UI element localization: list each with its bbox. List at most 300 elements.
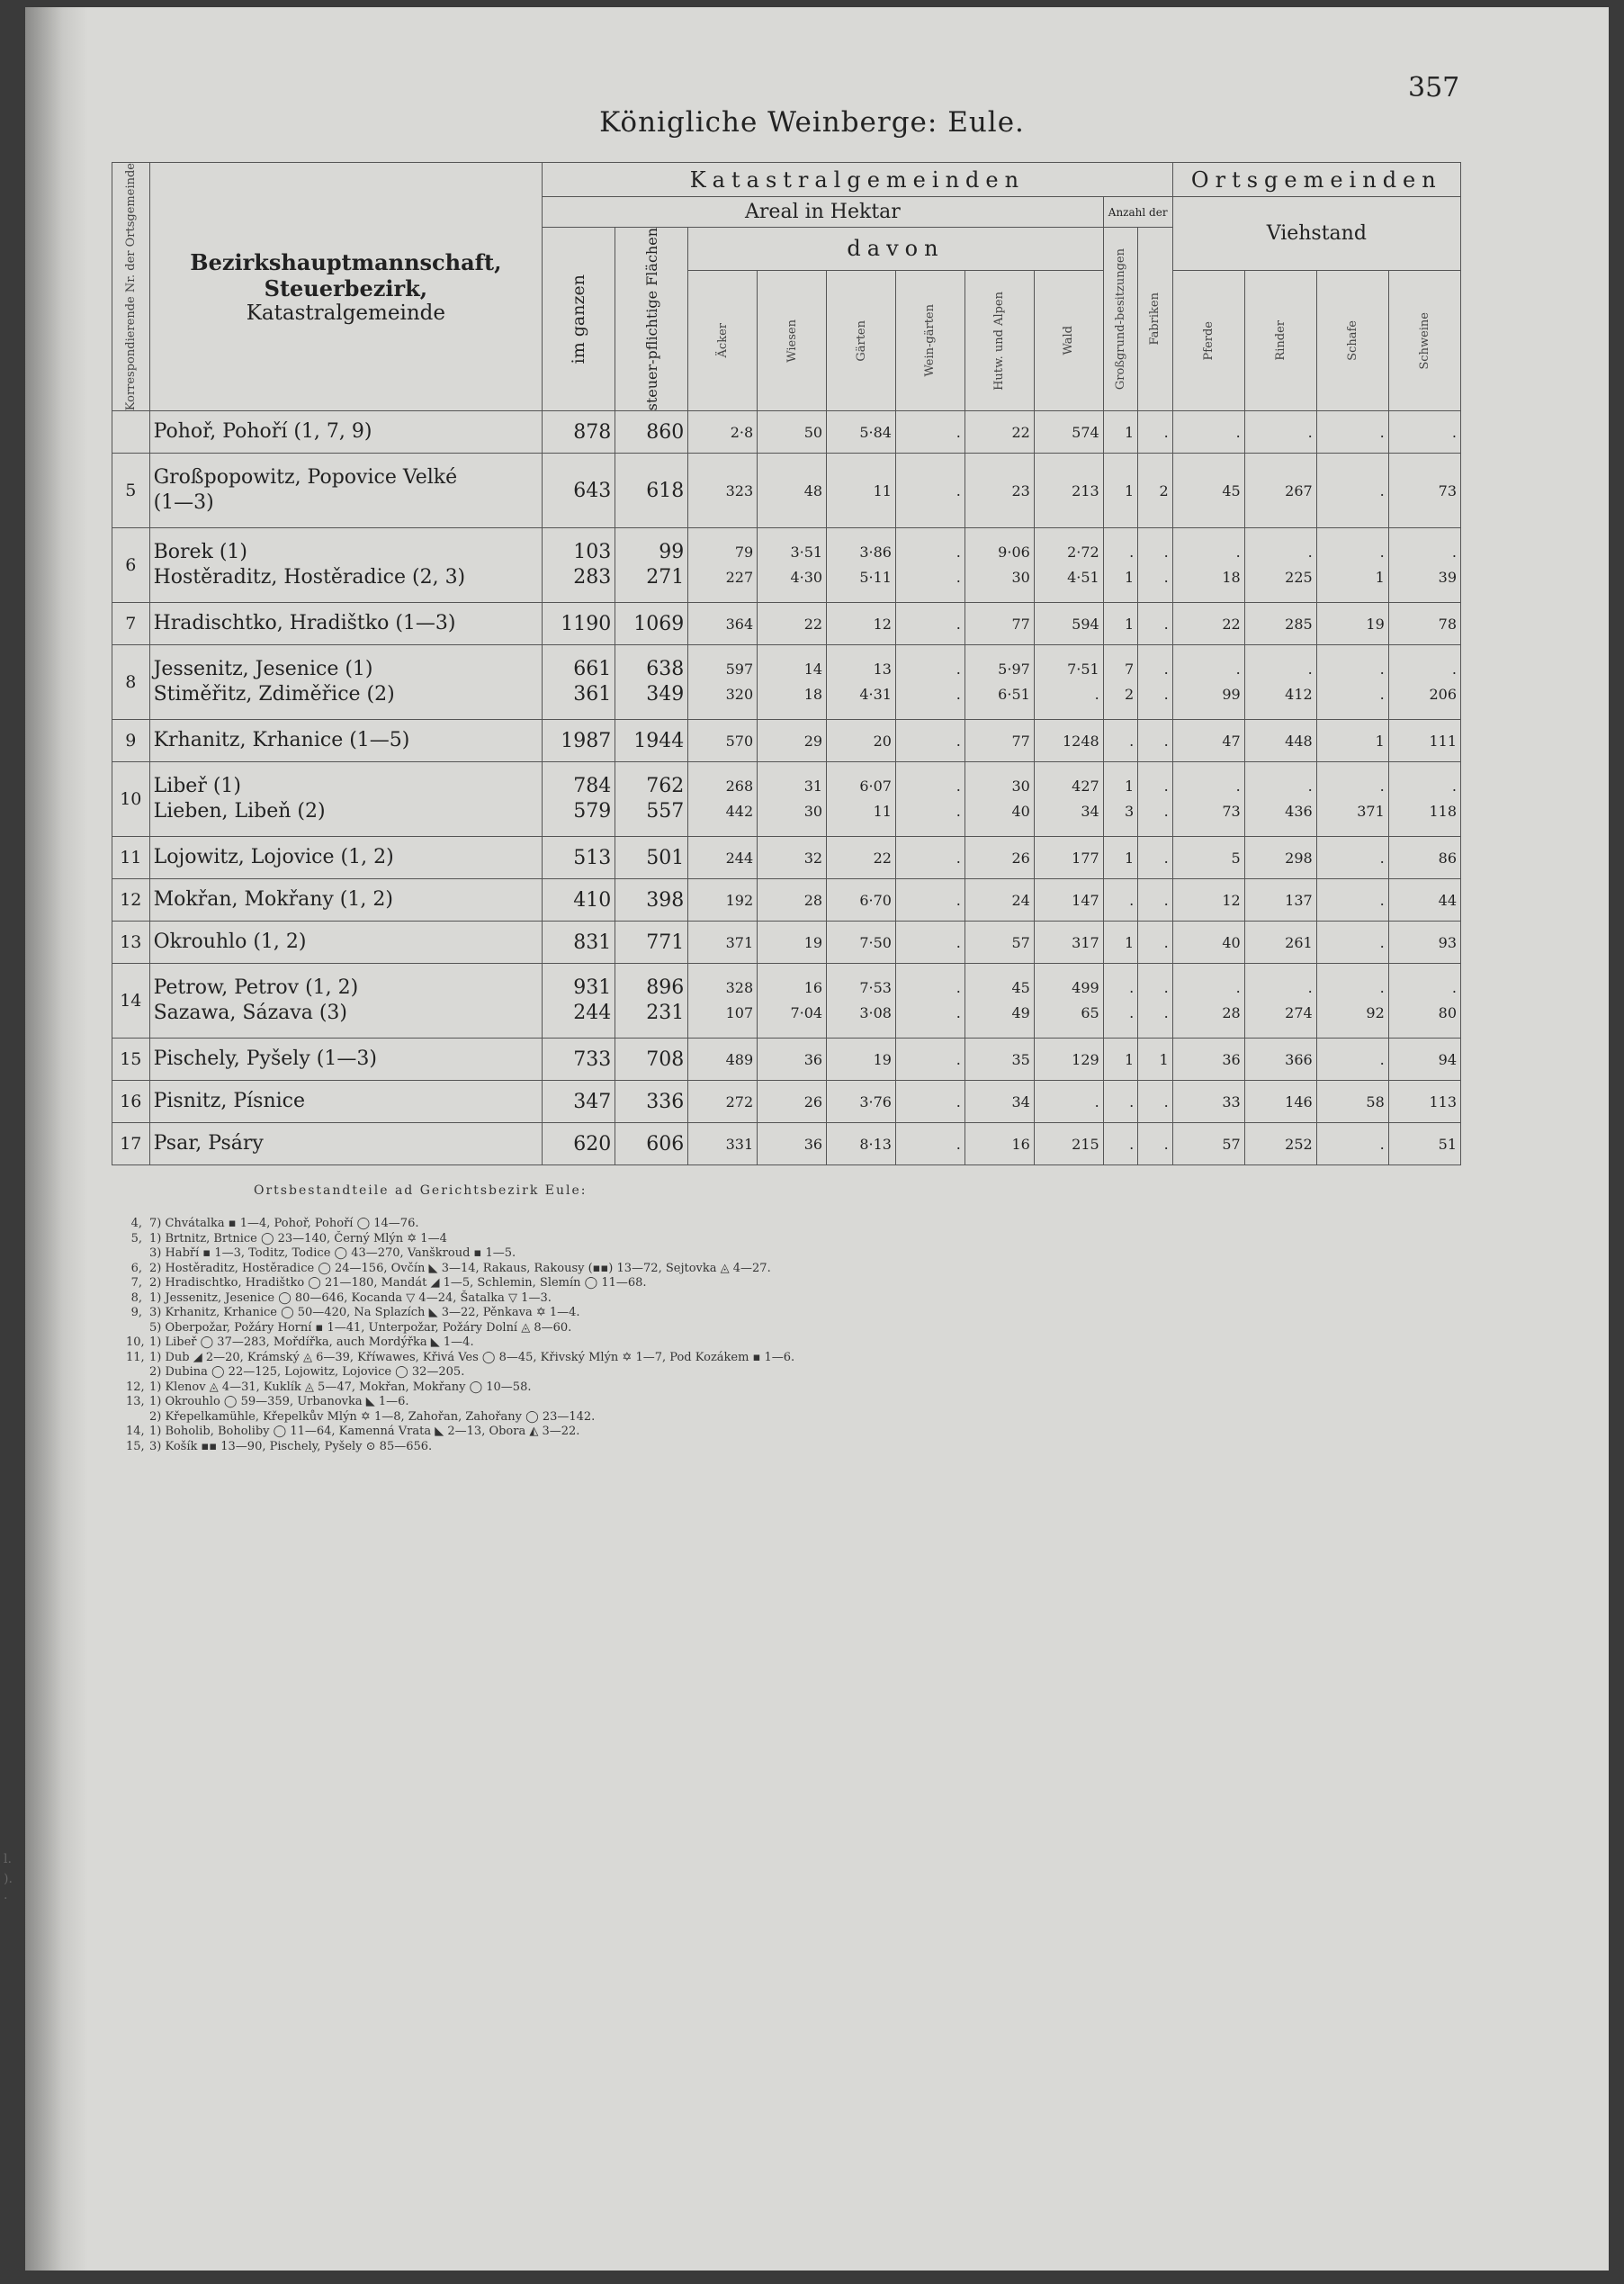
footnote-text: 1) Jessenitz, Jesenice ◯ 80—646, Kocanda ▽ 4—24, Šatalka ▽ 1—3.: [149, 1290, 552, 1305]
cell-value: .: [1451, 661, 1457, 679]
cell-gr: .: [1103, 720, 1137, 762]
cell-value: .: [956, 979, 961, 997]
cell-value: 227: [725, 569, 754, 587]
cell-value: 579: [573, 800, 612, 823]
cell-value: 31: [803, 778, 823, 796]
footnote-number: 5,: [130, 1231, 142, 1245]
footnote-text: 1) Dub ◢ 2—20, Krámský ◬ 6—39, Kříwawes, Křivá Ves ◯ 8—45, Křivský Mlýn ✡ 1—7, Pod Kozákem ▪ 1—6.: [149, 1350, 795, 1364]
footnote-text: 1) Libeř ◯ 37—283, Mořdířka, auch Mordýřka ◣ 1—4.: [149, 1335, 474, 1349]
cell-value: .: [1163, 569, 1169, 587]
row-number: 13: [112, 922, 150, 964]
cell-value: .: [1129, 1004, 1135, 1022]
cell-ae: 570: [688, 720, 758, 762]
cell-pf: 45: [1172, 454, 1244, 528]
col-schafe: Schafe: [1316, 270, 1388, 410]
cell-ri: 252: [1244, 1123, 1316, 1165]
cell-gr: 1: [1103, 922, 1137, 964]
cell-value: .: [1235, 979, 1241, 997]
cell-st: 606: [615, 1123, 688, 1165]
cell-sc: .: [1316, 411, 1388, 454]
cell-ig: [543, 964, 615, 1039]
footnote-text: 3) Krhanitz, Krhanice ◯ 50—420, Na Splazích ◣ 3—22, Pěnkava ✡ 1—4.: [149, 1306, 580, 1319]
cell-value: .: [956, 686, 961, 704]
cell-value: .: [1163, 979, 1169, 997]
cell-gr: [1103, 645, 1137, 720]
cell-st: 336: [615, 1081, 688, 1123]
row-number: 14: [112, 964, 150, 1039]
cell-ig: 733: [543, 1039, 615, 1081]
cell-value: 16: [803, 979, 823, 997]
table-row: [112, 603, 1461, 645]
cell-sc: [1316, 964, 1388, 1039]
cell-gr: [1103, 762, 1137, 837]
cell-sc: .: [1316, 879, 1388, 922]
cell-pf: 47: [1172, 720, 1244, 762]
cell-value: .: [1163, 686, 1169, 704]
footnote-number: 12,: [126, 1380, 145, 1394]
cell-value: 638: [646, 658, 685, 681]
cell-hu: 34: [965, 1081, 1034, 1123]
cell-pf: [1172, 762, 1244, 837]
cell-pf: 57: [1172, 1123, 1244, 1165]
gemeinde-name-line: Pohoř, Pohoří (1, 7, 9): [153, 420, 372, 444]
cell-ri: 267: [1244, 454, 1316, 528]
gemeinde-name: [149, 762, 543, 837]
cell-value: .: [1451, 778, 1457, 796]
cell-value: 30: [1011, 778, 1030, 796]
cell-ga: 7·50: [827, 922, 896, 964]
gemeinde-name-line: Krhanitz, Krhanice (1—5): [153, 729, 410, 752]
footnote-line: [126, 1232, 794, 1247]
cell-we: .: [895, 454, 965, 528]
cell-sc: .: [1316, 837, 1388, 879]
col-aecker: Äcker: [688, 270, 758, 410]
row-number: 16: [112, 1081, 150, 1123]
cell-hu: 35: [965, 1039, 1034, 1081]
cell-wi: 48: [758, 454, 827, 528]
cell-value: 231: [646, 1002, 685, 1025]
row-number: 5: [112, 454, 150, 528]
cell-sw: 94: [1388, 1039, 1460, 1081]
cell-value: 18: [803, 686, 823, 704]
cell-value: 99: [1222, 686, 1241, 704]
footnote-number: 4,: [130, 1217, 142, 1230]
table-row: [112, 762, 1461, 837]
cell-wi: 32: [758, 837, 827, 879]
table-row: [112, 964, 1461, 1039]
cell-value: 79: [734, 544, 754, 562]
cell-value: 80: [1438, 1004, 1457, 1022]
cell-sc: .: [1316, 454, 1388, 528]
cell-st: [615, 528, 688, 603]
cell-value: 499: [1072, 979, 1099, 997]
cell-hu: 22: [965, 411, 1034, 454]
footnote-text: 2) Křepelkamühle, Křepelkův Mlýn ✡ 1—8, Zahořan, Zahořany ◯ 23—142.: [149, 1409, 596, 1424]
cell-value: 427: [1072, 778, 1099, 796]
cell-fa: 2: [1138, 454, 1173, 528]
gemeinde-name-line: Okrouhlo (1, 2): [153, 931, 307, 954]
gemeinde-name: [149, 837, 543, 879]
cell-hu: 77: [965, 603, 1034, 645]
cell-wa: [1034, 762, 1103, 837]
cell-we: .: [895, 1123, 965, 1165]
cell-pf: 33: [1172, 1081, 1244, 1123]
cell-value: 5·11: [859, 569, 892, 587]
cell-value: .: [1379, 778, 1385, 796]
footnote-line: [126, 1217, 794, 1232]
cell-value: .: [1129, 979, 1135, 997]
footnote-number: 10,: [126, 1335, 145, 1349]
cell-wa: 129: [1034, 1039, 1103, 1081]
cell-fa: .: [1138, 1081, 1173, 1123]
footnote-number: 11,: [126, 1350, 145, 1364]
gemeinde-name-line: Mokřan, Mokřany (1, 2): [153, 888, 393, 912]
cell-ga: [827, 964, 896, 1039]
cell-value: .: [1379, 544, 1385, 562]
footnote-line: [126, 1321, 794, 1336]
cell-wa: 574: [1034, 411, 1103, 454]
cell-value: 34: [1081, 803, 1099, 821]
footnote-text: 1) Boholib, Boholiby ◯ 11—64, Kamenná Vrata ◣ 2—13, Obora ◭ 3—22.: [149, 1425, 580, 1438]
cell-value: .: [1129, 544, 1135, 562]
cell-value: 784: [573, 775, 612, 798]
cell-fa: .: [1138, 603, 1173, 645]
cell-st: [615, 645, 688, 720]
cell-value: .: [1235, 661, 1241, 679]
cell-hu: 24: [965, 879, 1034, 922]
cell-hu: 23: [965, 454, 1034, 528]
cell-sw: 86: [1388, 837, 1460, 879]
cell-gr: 1: [1103, 603, 1137, 645]
cell-wi: [758, 528, 827, 603]
cell-ri: 448: [1244, 720, 1316, 762]
cell-value: .: [956, 1004, 961, 1022]
cell-we: .: [895, 603, 965, 645]
cell-pf: [1172, 528, 1244, 603]
cell-fa: [1138, 528, 1173, 603]
cell-value: 14: [803, 661, 823, 679]
cell-gr: .: [1103, 1081, 1137, 1123]
cell-value: 18: [1222, 569, 1241, 587]
cell-value: 39: [1438, 569, 1457, 587]
cell-sw: [1388, 762, 1460, 837]
cell-value: 7: [1124, 661, 1135, 679]
gemeinde-name: [149, 720, 543, 762]
cell-value: .: [1163, 778, 1169, 796]
cell-value: .: [1163, 803, 1169, 821]
cell-value: .: [1307, 979, 1313, 997]
footnote-line: [126, 1351, 794, 1366]
cell-ae: [688, 528, 758, 603]
cell-value: .: [956, 778, 961, 796]
cell-value: 3: [1124, 803, 1135, 821]
cell-we: .: [895, 720, 965, 762]
cell-value: 361: [573, 683, 612, 706]
cell-value: 107: [725, 1004, 754, 1022]
row-number: 17: [112, 1123, 150, 1165]
footnote-line: [126, 1380, 794, 1396]
cell-value: 4·31: [859, 686, 892, 704]
footnote-line: [126, 1395, 794, 1410]
cell-value: 244: [573, 1002, 612, 1025]
cell-ig: [543, 528, 615, 603]
gemeinde-name-line: Pischely, Pyšely (1—3): [153, 1048, 377, 1071]
cell-sw: 44: [1388, 879, 1460, 922]
footnote-line: [126, 1291, 794, 1307]
cell-fa: .: [1138, 720, 1173, 762]
table-row: [112, 645, 1461, 720]
footnote-number: 13,: [126, 1395, 145, 1408]
cell-ga: 6·70: [827, 879, 896, 922]
cell-pf: 36: [1172, 1039, 1244, 1081]
cell-value: 274: [1285, 1004, 1313, 1022]
cell-wi: 36: [758, 1123, 827, 1165]
cell-sw: 51: [1388, 1123, 1460, 1165]
cell-gr: [1103, 528, 1137, 603]
katastral-header: Katastralgemeinden: [543, 163, 1173, 197]
cell-value: .: [956, 661, 961, 679]
footnote-number: 9,: [130, 1306, 142, 1319]
cell-value: 320: [725, 686, 754, 704]
cell-we: .: [895, 879, 965, 922]
cell-value: 661: [573, 658, 612, 681]
gemeinde-name-line: Großpopowitz, Popovice Velké: [153, 466, 458, 490]
page-spine-shadow: [25, 7, 88, 2271]
statistics-table: [112, 162, 1461, 1165]
davon-header: davon: [688, 228, 1103, 271]
cell-ae: [688, 762, 758, 837]
cell-we: .: [895, 1081, 965, 1123]
areal-header: Areal in Hektar: [543, 197, 1104, 228]
gemeinde-name-line: Pisnitz, Písnice: [153, 1090, 306, 1113]
cell-value: 7·53: [859, 979, 892, 997]
cell-we: .: [895, 922, 965, 964]
cell-we: .: [895, 1039, 965, 1081]
cell-hu: [965, 762, 1034, 837]
cell-value: 349: [646, 683, 685, 706]
cell-st: 501: [615, 837, 688, 879]
cell-ae: 2·8: [688, 411, 758, 454]
cell-value: 371: [1357, 803, 1385, 821]
footnote-line: [126, 1306, 794, 1321]
cell-st: [615, 762, 688, 837]
cell-value: 6·51: [998, 686, 1030, 704]
row-number: 8: [112, 645, 150, 720]
cell-we: .: [895, 837, 965, 879]
row-number: 15: [112, 1039, 150, 1081]
cell-fa: [1138, 645, 1173, 720]
cell-value: 283: [573, 566, 612, 589]
gemeinde-name: [149, 1081, 543, 1123]
cell-value: 225: [1285, 569, 1313, 587]
cell-ae: 371: [688, 922, 758, 964]
cell-st: 708: [615, 1039, 688, 1081]
cell-ri: 146: [1244, 1081, 1316, 1123]
footnote-line: [126, 1262, 794, 1277]
cell-ig: 620: [543, 1123, 615, 1165]
cell-wa: 317: [1034, 922, 1103, 964]
cell-value: 99: [659, 541, 685, 564]
cell-value: 4·30: [790, 569, 823, 587]
gemeinde-name: [149, 411, 543, 454]
cell-value: 28: [1222, 1004, 1241, 1022]
cell-wi: [758, 645, 827, 720]
cell-pf: [1172, 645, 1244, 720]
cell-ga: 3·76: [827, 1081, 896, 1123]
cell-sc: 58: [1316, 1081, 1388, 1123]
col-rinder: Rinder: [1244, 270, 1316, 410]
cell-fa: .: [1138, 411, 1173, 454]
cell-wa: 1248: [1034, 720, 1103, 762]
cell-ri: [1244, 528, 1316, 603]
cell-ig: 513: [543, 837, 615, 879]
cell-wa: [1034, 645, 1103, 720]
cell-ri: 298: [1244, 837, 1316, 879]
gemeinde-name-line: Hostěraditz, Hostěradice (2, 3): [153, 566, 466, 589]
gemeinde-name-line: Psar, Psáry: [153, 1132, 264, 1155]
col-gross: Großgrund-besitzungen: [1103, 228, 1137, 411]
cell-value: .: [1451, 544, 1457, 562]
cell-ri: [1244, 964, 1316, 1039]
cell-value: 1: [1375, 569, 1385, 587]
cell-gr: [1103, 964, 1137, 1039]
gemeinde-name: [149, 964, 543, 1039]
cell-gr: .: [1103, 1123, 1137, 1165]
gemeinde-name-line: Petrow, Petrov (1, 2): [153, 976, 359, 1000]
cell-wi: [758, 964, 827, 1039]
cell-pf: 5: [1172, 837, 1244, 879]
cell-ig: 410: [543, 879, 615, 922]
cell-pf: 12: [1172, 879, 1244, 922]
cell-sc: .: [1316, 1039, 1388, 1081]
cell-value: .: [1379, 979, 1385, 997]
table-row: [112, 720, 1461, 762]
footnote-text: 3) Habří ▪ 1—3, Toditz, Todice ◯ 43—270, Vanškroud ▪ 1—5.: [149, 1246, 516, 1260]
cell-value: 442: [725, 803, 754, 821]
footnote-text: 1) Okrouhlo ◯ 59—359, Urbanovka ◣ 1—6.: [149, 1395, 409, 1408]
cell-st: 1069: [615, 603, 688, 645]
row-number: 9: [112, 720, 150, 762]
cell-value: 597: [725, 661, 754, 679]
cell-value: 65: [1081, 1004, 1099, 1022]
cell-value: 45: [1011, 979, 1030, 997]
cell-wa: .: [1034, 1081, 1103, 1123]
margin-marks: l. ). ·: [4, 1852, 13, 1906]
cell-ae: 272: [688, 1081, 758, 1123]
cell-ae: [688, 645, 758, 720]
cell-ga: [827, 762, 896, 837]
cell-wi: 50: [758, 411, 827, 454]
page-title: Königliche Weinberge: Eule.: [599, 106, 1025, 139]
cell-ga: 11: [827, 454, 896, 528]
col-steuer: steuer-pflichtige Flächen: [615, 228, 688, 411]
cell-value: 6·07: [859, 778, 892, 796]
footnote-text: 5) Oberpožar, Požáry Horní ▪ 1—41, Unterpožar, Požáry Dolní ◬ 8—60.: [149, 1320, 572, 1335]
cell-wi: 28: [758, 879, 827, 922]
cell-value: 412: [1285, 686, 1313, 704]
gemeinde-name-line: Sazawa, Sázava (3): [153, 1002, 348, 1025]
orts-header: Ortsgemeinden: [1172, 163, 1460, 197]
cell-fa: 1: [1138, 1039, 1173, 1081]
col-fabriken: Fabriken: [1138, 228, 1173, 411]
gemeinde-name: [149, 1039, 543, 1081]
cell-wa: 213: [1034, 454, 1103, 528]
anzahl-header: Anzahl der: [1103, 197, 1172, 228]
cell-value: .: [1379, 661, 1385, 679]
row-number: [112, 411, 150, 454]
cell-value: 5·97: [998, 661, 1030, 679]
cell-wa: [1034, 964, 1103, 1039]
cell-value: 3·86: [859, 544, 892, 562]
footnote-text: 3) Košík ▪▪ 13—90, Pischely, Pyšely ⊙ 85—656.: [149, 1439, 433, 1453]
cell-we: .: [895, 411, 965, 454]
cell-value: 2·72: [1067, 544, 1099, 562]
cell-ae: 364: [688, 603, 758, 645]
gemeinde-name: [149, 922, 543, 964]
cell-fa: .: [1138, 922, 1173, 964]
cell-wi: 36: [758, 1039, 827, 1081]
cell-wi: 19: [758, 922, 827, 964]
cell-wa: 594: [1034, 603, 1103, 645]
cell-value: 931: [573, 976, 612, 1000]
row-number: 11: [112, 837, 150, 879]
cell-value: 557: [646, 800, 685, 823]
gemeinde-name-line: Jessenitz, Jesenice (1): [153, 658, 373, 681]
cell-ig: 1190: [543, 603, 615, 645]
cell-sw: 111: [1388, 720, 1460, 762]
col-weingaerten: Wein-gärten: [895, 270, 965, 410]
cell-hu: [965, 528, 1034, 603]
cell-value: 7·04: [790, 1004, 823, 1022]
cell-ga: [827, 645, 896, 720]
table-row: [112, 454, 1461, 528]
cell-value: 3·08: [859, 1004, 892, 1022]
footnote-line: [126, 1410, 794, 1425]
cell-ri: 261: [1244, 922, 1316, 964]
notes-caption: Ortsbestandteile ad Gerichtsbezirk Eule:: [254, 1183, 588, 1198]
cell-value: 271: [646, 566, 685, 589]
cell-value: .: [1379, 686, 1385, 704]
row-number: 6: [112, 528, 150, 603]
table-row: [112, 1039, 1461, 1081]
footnote-number: 7,: [130, 1276, 142, 1290]
cell-sc: .: [1316, 1123, 1388, 1165]
cell-wi: 26: [758, 1081, 827, 1123]
cell-pf: .: [1172, 411, 1244, 454]
cell-wa: [1034, 528, 1103, 603]
cell-value: 206: [1429, 686, 1457, 704]
cell-we: [895, 762, 965, 837]
cell-ae: 192: [688, 879, 758, 922]
footnote-line: [126, 1365, 794, 1380]
cell-value: .: [1163, 1004, 1169, 1022]
cell-ga: 8·13: [827, 1123, 896, 1165]
cell-sw: 78: [1388, 603, 1460, 645]
cell-hu: [965, 964, 1034, 1039]
cell-ga: 5·84: [827, 411, 896, 454]
gemeinde-name-line: (1—3): [153, 491, 214, 515]
cell-gr: 1: [1103, 837, 1137, 879]
cell-gr: 1: [1103, 411, 1137, 454]
cell-value: .: [956, 569, 961, 587]
footnote-text: 2) Hradischtko, Hradištko ◯ 21—180, Mandát ◢ 1—5, Schlemin, Slemín ◯ 11—68.: [149, 1276, 647, 1290]
footnote-text: 7) Chvátalka ▪ 1—4, Pohoř, Pohoří ◯ 14—76.: [149, 1217, 419, 1230]
cell-ig: 878: [543, 411, 615, 454]
cell-ae: 489: [688, 1039, 758, 1081]
table-row: [112, 837, 1461, 879]
col-wiesen: Wiesen: [758, 270, 827, 410]
cell-st: [615, 964, 688, 1039]
